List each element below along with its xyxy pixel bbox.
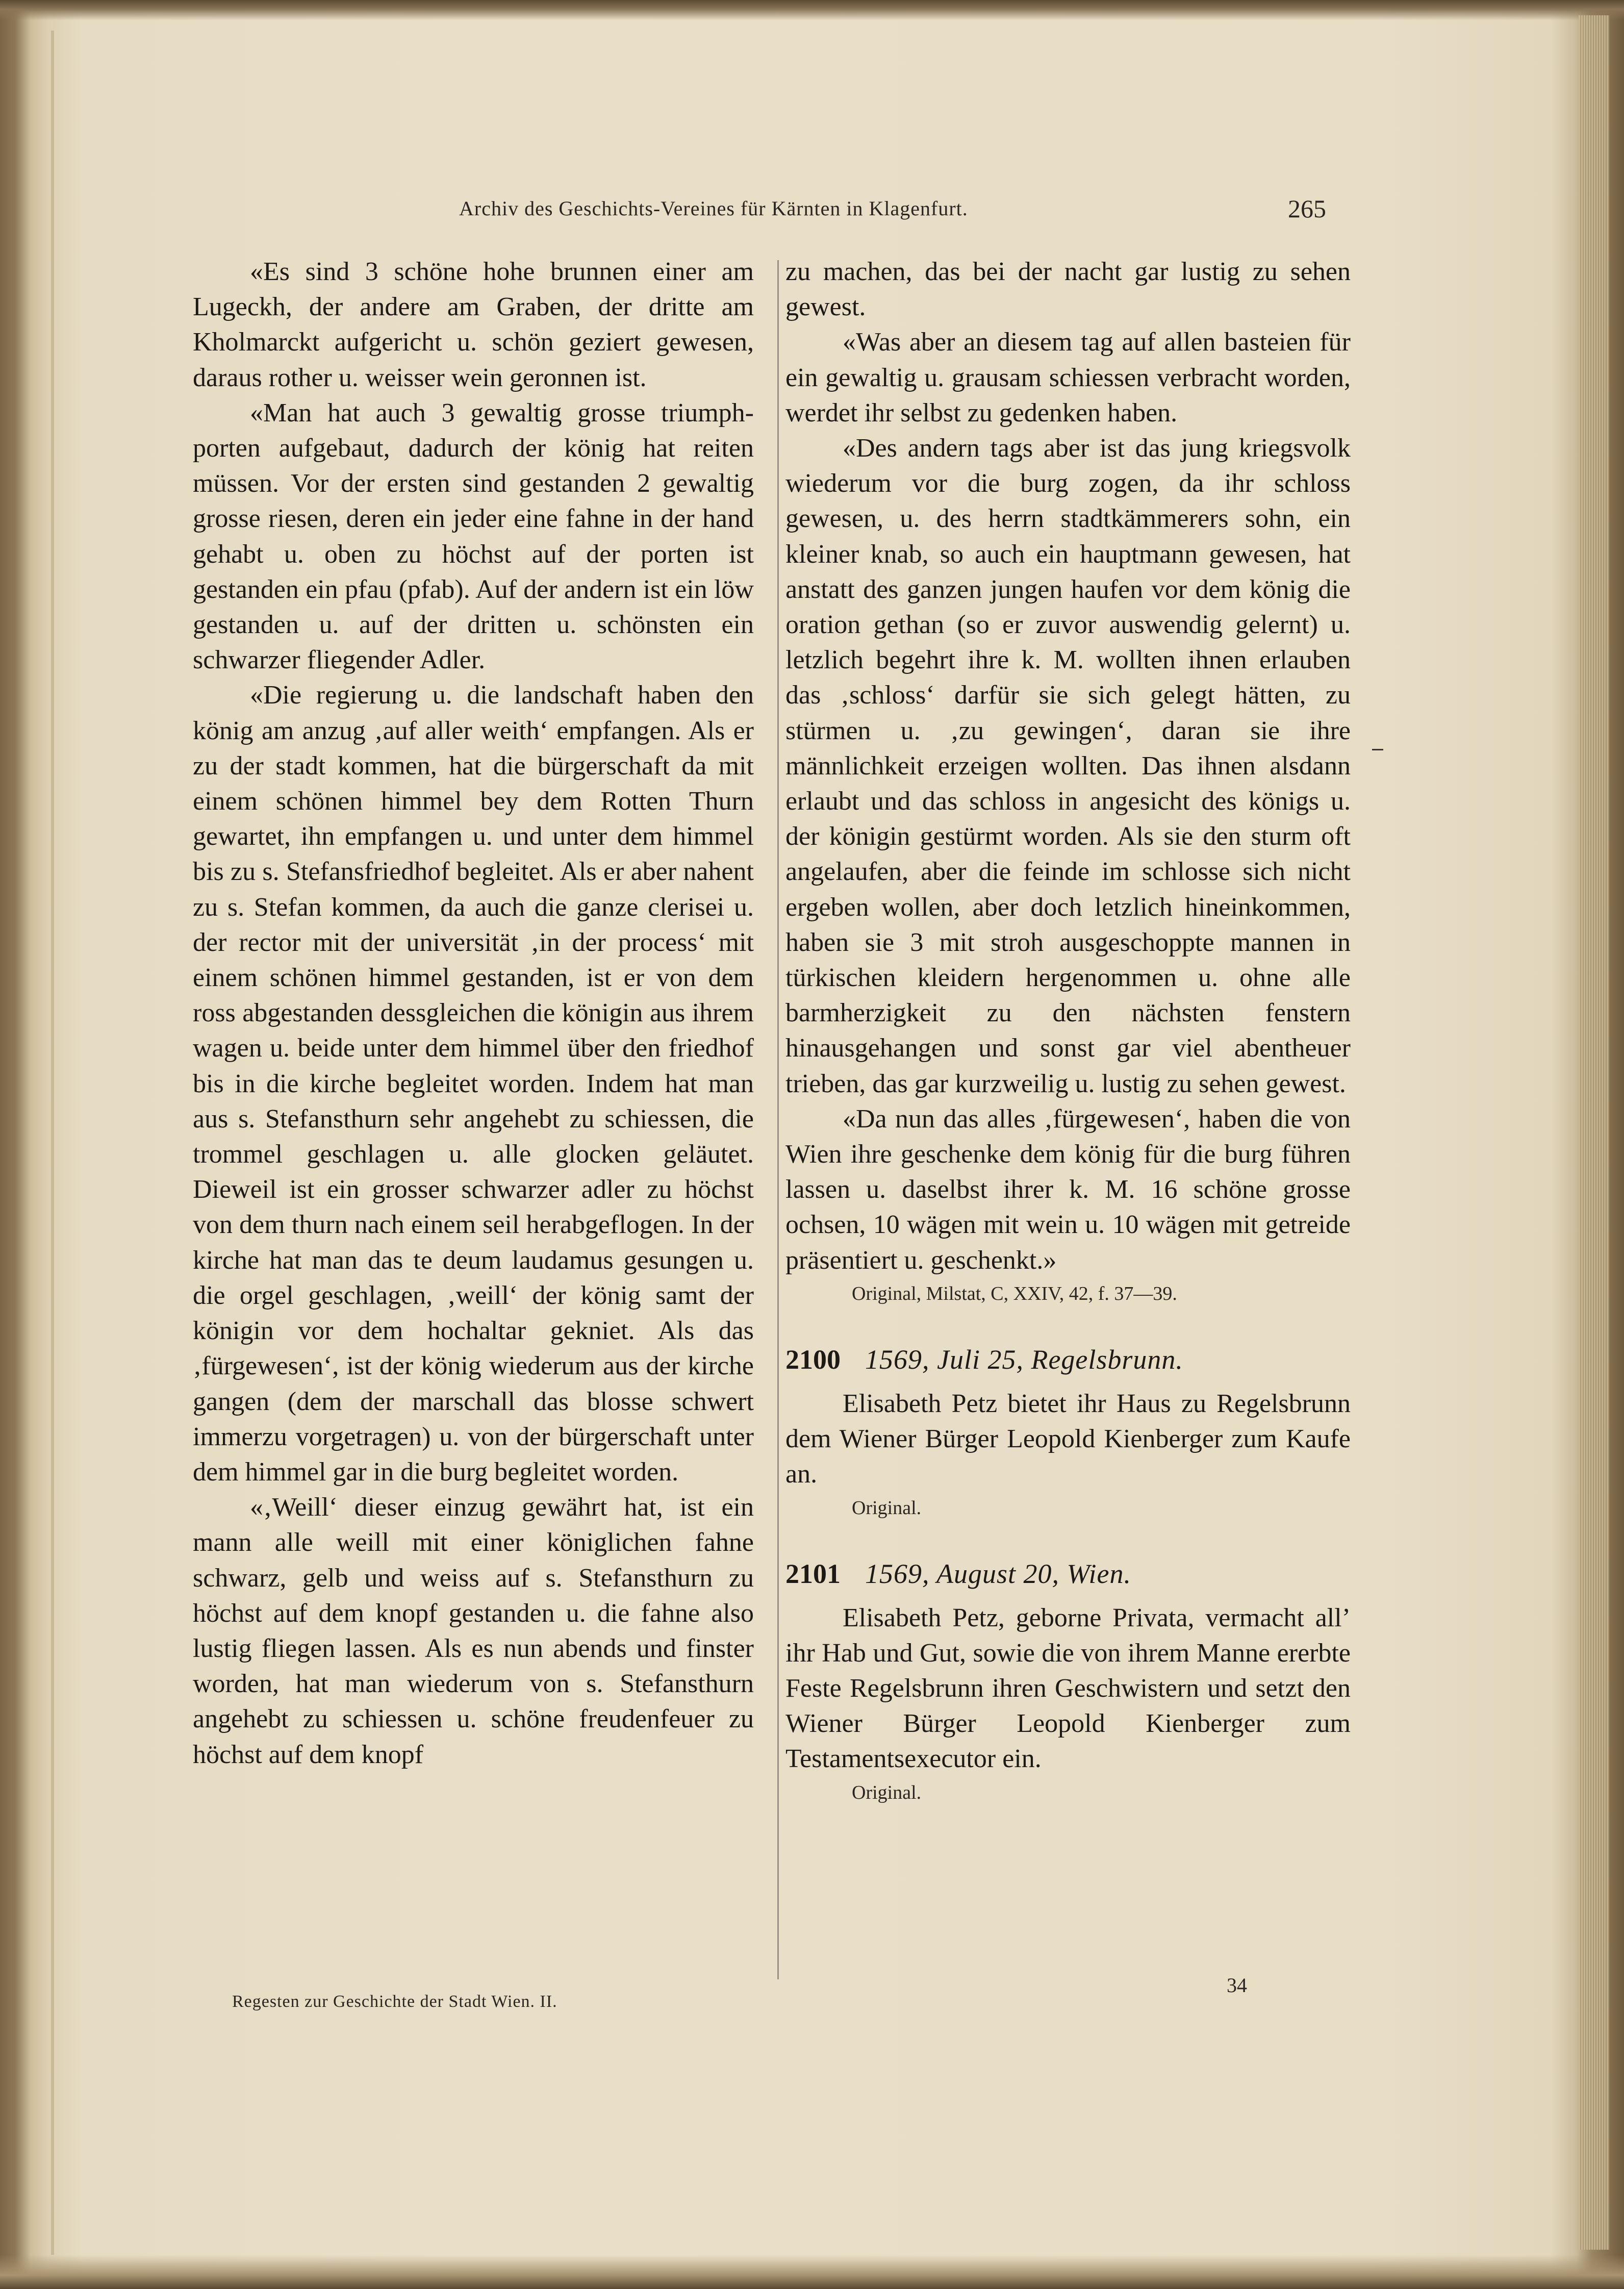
entry-number: 2100: [785, 1344, 841, 1375]
page-bottom-edge: [0, 2255, 1624, 2289]
source-citation: Original, Milstat, C, XXIV, 42, f. 37—39.: [852, 1282, 1177, 1304]
entry-text-2100: Elisabeth Petz bietet ihr Haus zu Regelsbrunn dem Wiener Bürger Leopold Kienberger zum Kaufe an.: [785, 1389, 1351, 1489]
paragraph-reception: «Die regierung u. die landschaft haben den könig am anzug ‚auf aller weith‘ empfangen. Als er zu der stadt kommen, hat die bürgerschaft da mit einem schönen himmel bey dem Rotten Thurn gewartet, ihn empfangen u. und unter dem himmel bis zu s. Stefansfriedhof begleitet. Als er aber nahent zu s. Stefan kommen, da auch die ganze clerisei u. der rector mit der universität ‚in der process‘ mit einem schönen himmel gestanden, ist er von dem ross abgestanden dessgleichen die königin aus ihrem wagen u. beide unter dem himmel über den friedhof bis in die kirche begleitet worden. Indem hat man aus s. Stefansthurn sehr angehebt zu schiessen, die trommel geschlagen u. alle glocken geläutet. Dieweil ist ein grosser schwarzer adler zu höchst von dem thurn nach einem seil herabgeflogen. In der kirche hat man das te deum laudamus gesungen u. die orgel geschlagen, ‚weill‘ der könig samt der königin vor dem hochaltar gekniet. Als das ‚fürgewesen‘, ist der könig wiederum aus der kirche gangen (dem der marschall das blosse schwert immerzu vorgetragen) u. von der bürgerschaft unter dem himmel gar in die burg begleitet worden.: [193, 681, 754, 1487]
left-column: [193, 254, 754, 1772]
sheet-number: 34: [1227, 1974, 1247, 1997]
entry-source-2100: Original.: [852, 1497, 922, 1519]
page-top-edge: [0, 0, 1624, 20]
entry-date: 1569, Juli 25, Regelsbrunn.: [865, 1344, 1183, 1375]
right-column: [785, 254, 1351, 1808]
book-spine-shadow: [51, 31, 54, 2255]
paragraph-flag-tower: «‚Weill‘ dieser einzug gewährt hat, ist ein mann alle weill mit einer königlichen fahne schwarz, gelb und weiss auf s. Stefansthurn zu höchst auf dem knopf gestanden u. die fahne also lustig fliegen lassen. Als es nun abends und finster worden, hat man wiederum von s. Stefansthurn angehebt zu schiessen u. schöne freudenfeuer zu höchst auf dem knopf: [193, 1493, 754, 1769]
entry-source-2101: Original.: [852, 1781, 922, 1803]
entry-date: 1569, August 20, Wien.: [865, 1558, 1132, 1589]
paragraph-castle-storming: «Des andern tags aber ist das jung kriegsvolk wiederum vor die burg zogen, da ihr schloss gewesen, u. des herrn stadtkämmerers sohn, ein kleiner knab, so auch ein hauptmann gewesen, hat anstatt des ganzen jungen haufen vor dem könig die oration gethan (so er zuvor auswendig gelernt) u. letzlich begehrt ihre k. M. wollten ihnen erlauben das ‚schloss‘ darfür sie sich gelegt hätten, zu stürmen u. ‚zu gewingen‘, daran sie ihre männlichkeit erzeigen wollten. Das ihnen alsdann erlaubt und das schloss in angesicht des königs u. der königin gestürmt worden. Als sie den sturm oft angelaufen, aber die feinde im schlosse sich nicht ergeben wollen, aber doch letzlich hineinkommen, haben sie 3 mit stroh ausgeschoppte mannen in türkischen kleidern hergenommen u. ohne alle barmherzigkeit zu den nächsten fenstern hinausgehangen und sonst gar viel abentheuer trieben, das gar kurzweilig u. lustig zu sehen gewest.: [785, 434, 1351, 1098]
paragraph-triumphal-gates: «Man hat auch 3 gewaltig grosse triumphporten aufgebaut, dadurch der könig hat reiten müssen. Vor der ersten sind gestanden 2 gewaltig grosse riesen, deren ein jeder eine fahne in der hand gehabt u. oben zu höchst auf der porten ist gestanden ein pfau (pfab). Auf der andern ist ein löw gestanden u. auf der dritten u. schönsten ein schwarzer fliegender Adler.: [193, 398, 754, 675]
running-title: Archiv des Geschichts-Vereines für Kärnten in Klagenfurt.: [459, 197, 968, 220]
paragraph-continuation: zu machen, das bei der nacht gar lustig zu sehen gewest.: [785, 257, 1351, 322]
margin-mark: [1372, 749, 1383, 750]
paragraph-gifts: «Da nun das alles ‚fürgewesen‘, haben die von Wien ihre geschenke dem könig für die burg führen lassen u. daselbst ihrer k. M. 16 schöne grosse ochsen, 10 wägen mit wein u. 10 wägen mit getreide präsentiert u. geschenkt.»: [785, 1104, 1351, 1275]
footer-signature: Regesten zur Geschichte der Stadt Wien. II.: [232, 1992, 557, 2011]
entry-heading-2100: [785, 1339, 1351, 1380]
entry-text-2101: Elisabeth Petz, geborne Privata, vermacht all’ ihr Hab und Gut, sowie die von ihrem Manne ererbte Feste Regelsbrunn ihren Geschwistern und setzt den Wiener Bürger Leopold Kienberger zum Testamentsexecutor ein.: [785, 1603, 1351, 1774]
page-fore-edge: [1579, 15, 1609, 2250]
paragraph-bastions: «Was aber an diesem tag auf allen basteien für ein gewaltig u. grausam schiessen verbracht worden, werdet ihr selbst zu gedenken haben.: [785, 328, 1351, 427]
column-divider: [777, 260, 779, 1979]
page-number: 265: [1288, 194, 1326, 223]
paragraph-fountains: «Es sind 3 schöne hohe brunnen einer am Lugeckh, der andere am Graben, der dritte am Kholmarckt aufgericht u. schön geziert gewesen, daraus rother u. weisser wein geronnen ist.: [193, 257, 754, 392]
entry-number: 2101: [785, 1558, 841, 1589]
entry-heading-2101: [785, 1553, 1351, 1594]
